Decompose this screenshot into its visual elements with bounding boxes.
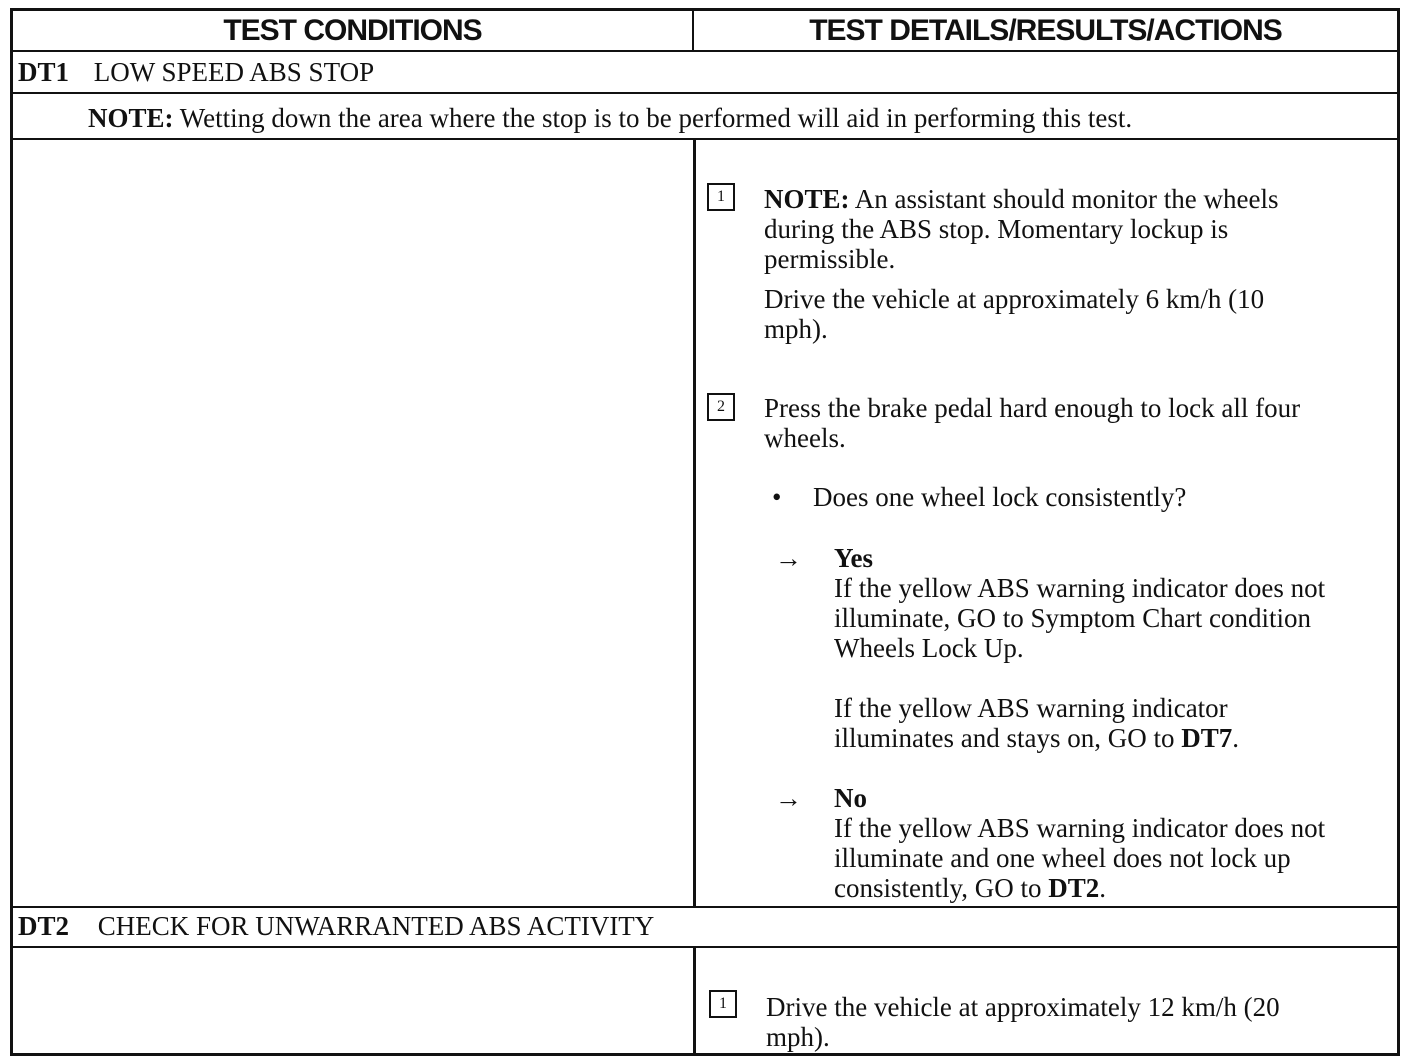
table-border-left bbox=[10, 8, 13, 1056]
dt1-note-label: NOTE: bbox=[88, 103, 174, 133]
dt1-step1-drive-line1: Drive the vehicle at approximately 6 km/h (10 bbox=[764, 284, 1265, 314]
dt2-title: CHECK FOR UNWARRANTED ABS ACTIVITY bbox=[97, 911, 655, 941]
dt2-top-divider bbox=[10, 906, 1400, 908]
dt1-step1-note-label: NOTE: bbox=[764, 184, 850, 214]
dt1-yes-b-line2-text: illuminates and stays on, GO to bbox=[834, 723, 1182, 753]
dt2-step1-drive-line2: mph). bbox=[766, 1022, 830, 1052]
table-border-bottom bbox=[10, 1053, 1400, 1056]
header-test-details: TEST DETAILS/RESULTS/ACTIONS bbox=[809, 14, 1282, 47]
dt1-yes-a-line2: illuminate, GO to Symptom Chart condition bbox=[834, 603, 1311, 633]
dt1-step1-note-line2: during the ABS stop. Momentary lockup is bbox=[764, 214, 1229, 244]
dt1-step2-line1: Press the brake pedal hard enough to lock all four bbox=[764, 393, 1301, 423]
dt1-title: LOW SPEED ABS STOP bbox=[93, 57, 375, 87]
dt1-yes-a-line3: Wheels Lock Up. bbox=[834, 633, 1024, 663]
dt1-note-text: Wetting down the area where the stop is to be performed will aid in performing this test. bbox=[179, 103, 1133, 133]
dt1-step1-note-line1: An assistant should monitor the wheels bbox=[854, 184, 1279, 214]
dt2-step1-number-box: 1 bbox=[709, 990, 737, 1018]
dt1-yes-a-line1: If the yellow ABS warning indicator does not bbox=[834, 573, 1326, 603]
dt1-step2-text bbox=[764, 393, 1300, 453]
dt1-step1-note bbox=[764, 184, 1279, 274]
dt1-yes-b-line2-period: . bbox=[1232, 723, 1239, 753]
dt1-step2-question: Does one wheel lock consistently? bbox=[813, 482, 1187, 512]
dt1-no-line3 bbox=[834, 873, 1325, 903]
dt1-step1-drive bbox=[764, 284, 1264, 344]
dt1-no-line2: illuminate and one wheel does not lock up bbox=[834, 843, 1291, 873]
dt2-title-divider bbox=[10, 946, 1400, 948]
table-border-right bbox=[1397, 8, 1400, 1056]
table-border-top bbox=[10, 8, 1400, 11]
dt1-step2-line2: wheels. bbox=[764, 423, 846, 453]
arrow-right-icon: → bbox=[775, 783, 802, 813]
dt1-code: DT1 bbox=[18, 57, 70, 87]
dt1-title-row bbox=[18, 56, 374, 90]
dt2-step1-drive-line1: Drive the vehicle at approximately 12 km/h (20 bbox=[766, 992, 1280, 1022]
dt2-step1-drive bbox=[766, 992, 1280, 1052]
dt1-note bbox=[88, 102, 1132, 134]
dt2-title-row bbox=[18, 910, 654, 944]
dt1-yes-b-line2 bbox=[834, 723, 1239, 753]
dt1-step2-number-box: 2 bbox=[707, 393, 735, 421]
dt2-link[interactable]: DT2 bbox=[1048, 873, 1100, 903]
dt1-no-label: No bbox=[834, 783, 867, 813]
dt7-link[interactable]: DT7 bbox=[1181, 723, 1233, 753]
dt1-title-divider bbox=[10, 92, 1400, 94]
dt1-note-divider bbox=[10, 138, 1400, 140]
arrow-right-icon: → bbox=[775, 543, 802, 573]
dt1-yes-label: Yes bbox=[834, 543, 873, 573]
dt1-step1-drive-line2: mph). bbox=[764, 314, 828, 344]
dt1-yes-b-line1: If the yellow ABS warning indicator bbox=[834, 693, 1228, 723]
dt1-yes-b bbox=[834, 693, 1239, 753]
header-divider bbox=[10, 50, 1400, 52]
dt1-yes-branch bbox=[834, 543, 1325, 663]
dt1-step1-note-line3: permissible. bbox=[764, 244, 896, 274]
dt2-column-divider bbox=[693, 946, 696, 1056]
dt1-no-line1: If the yellow ABS warning indicator does not bbox=[834, 813, 1326, 843]
dt1-no-line3-text: consistently, GO to bbox=[834, 873, 1049, 903]
dt1-column-divider bbox=[693, 138, 696, 908]
dt1-no-branch bbox=[834, 783, 1325, 903]
dt1-no-line3-period: . bbox=[1099, 873, 1106, 903]
dt1-step1-number-box: 1 bbox=[707, 183, 735, 211]
bullet-icon: • bbox=[772, 482, 782, 512]
header-test-conditions: TEST CONDITIONS bbox=[223, 14, 482, 47]
dt2-code: DT2 bbox=[18, 911, 70, 941]
